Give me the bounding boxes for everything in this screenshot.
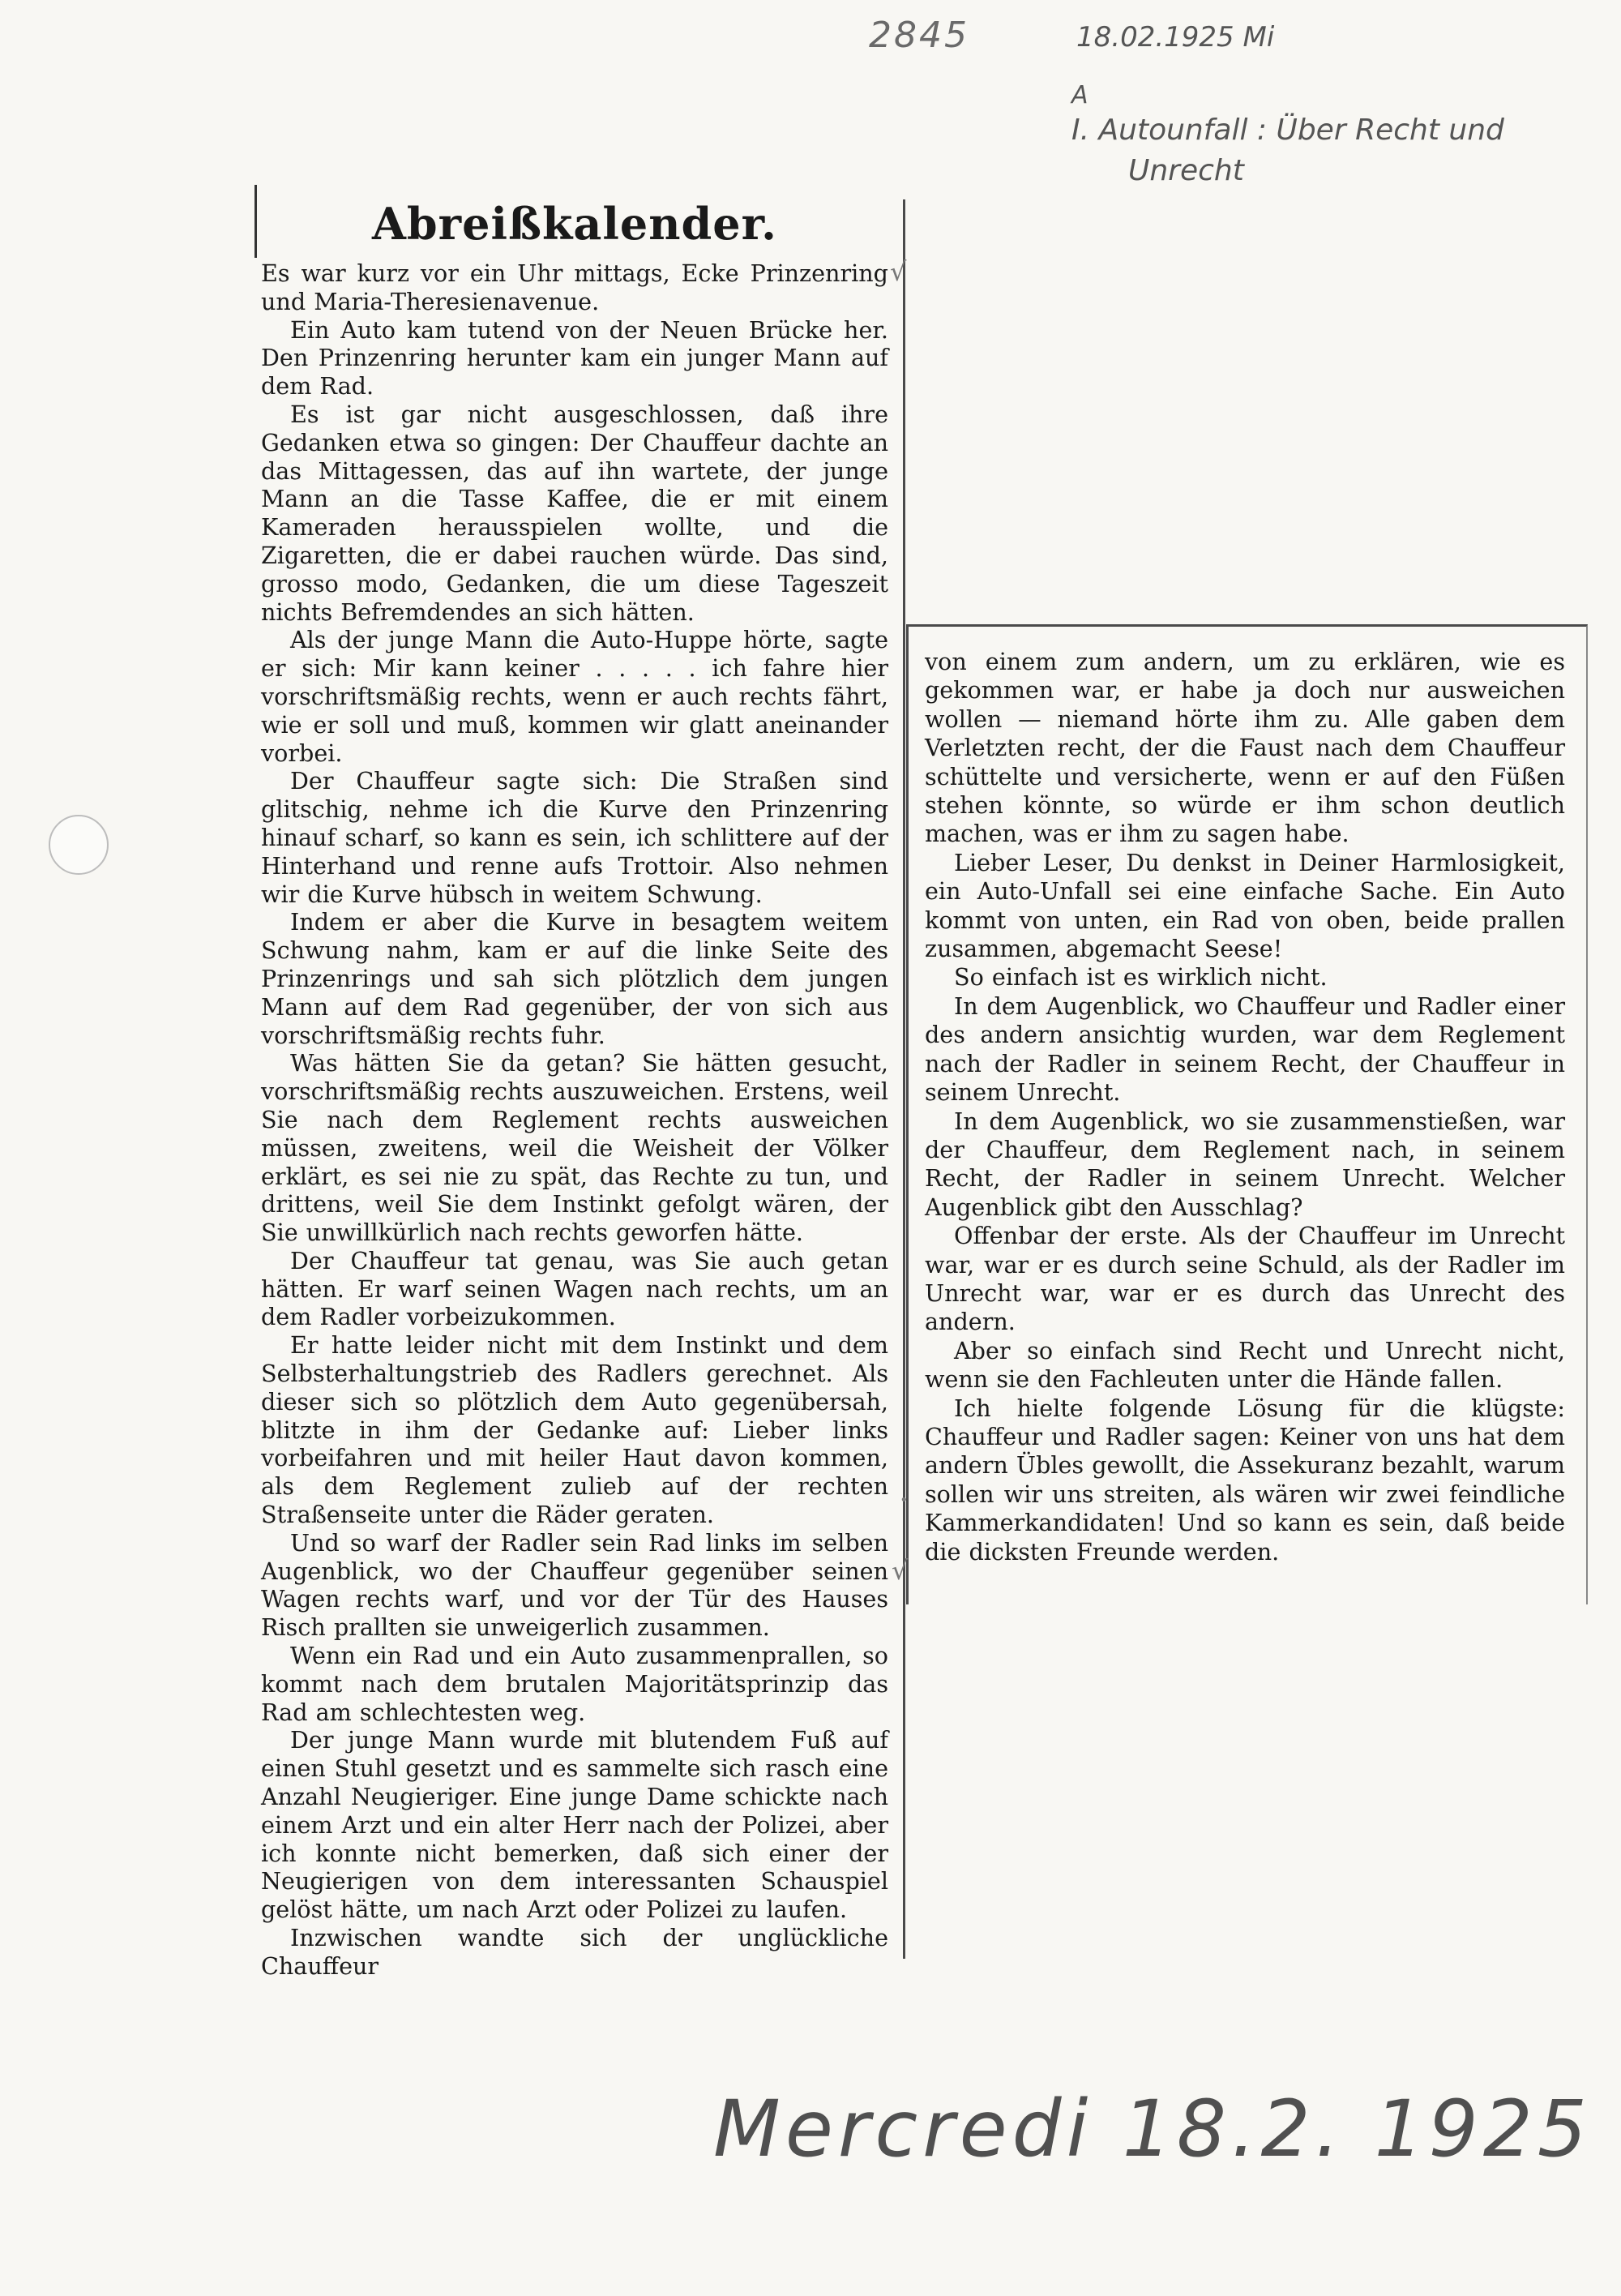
paragraph: Und so warf der Radler sein Rad links im selben Augenblick, wo der Chauffeur gegenüber seinen Wagen rechts warf, und vor der Tür des Hauses Risch prallten sie unweigerlich zusammen.	[261, 1528, 888, 1642]
paragraph: Es ist gar nicht ausgeschlossen, daß ihre Gedanken etwa so gingen: Der Chauffeur dachte an das Mittagessen, das auf ihn wartete, der junge Mann an die Tasse Kaffee, die er mit einem Kameraden herausspielen wollte, und die Zigaretten, die er dabei rauchen würde. Das sind, grosso modo, Gedanken, die um diese Tageszeit nichts Befremdendes an sich hätten.	[261, 400, 888, 626]
note-letter-handwritten: A	[1071, 81, 1089, 109]
article-clipping-left-column	[261, 198, 905, 1980]
paragraph: Ein Auto kam tutend von der Neuen Brücke her. Den Prinzenring herunter kam ein junger Mann auf dem Rad.	[261, 315, 888, 401]
paragraph: Der junge Mann wurde mit blutendem Fuß auf einen Stuhl gesetzt und es sammelte sich rasch eine Anzahl Neugieriger. Eine junge Dame schickte nach einem Arzt und ein alter Herr nach der Polizei, aber ich konnte nicht bemerken, daß sich einer der Neugierigen von dem interessanten Schauspiel gelöst hätte, um nach Arzt oder Polizei zu laufen.	[261, 1726, 888, 1924]
check-mark-icon: √	[892, 1555, 909, 1586]
article-clipping-right-column	[906, 624, 1588, 1604]
paragraph: von einem zum andern, um zu erklären, wie es gekommen war, er habe ja doch nur ausweichen wollen — niemand hörte ihm zu. Alle gaben dem Verletzten recht, der die Faust nach dem Chauffeur schüttelte und versicherte, wenn er auf den Füßen stehen könnte, so würde er ihm schon deutlich machen, was er ihm zu sagen habe.	[925, 648, 1565, 848]
paragraph: Als der junge Mann die Auto-Huppe hörte, sagte er sich: Mir kann keiner . . . . . ich fahre hier vorschriftsmäßig rechts, wenn er auch rechts fährt, wie er soll und muß, kommen wir glatt aneinander vorbei.	[261, 626, 888, 767]
paragraph: Aber so einfach sind Recht und Unrecht nicht, wenn sie den Fachleuten unter die Hände fallen.	[925, 1336, 1565, 1394]
archive-date-handwritten: 18.02.1925 Mi	[1076, 21, 1275, 54]
paragraph: Was hätten Sie da getan? Sie hätten gesucht, vorschriftsmäßig rechts auszuweichen. Erstens, weil Sie nach dem Reglement rechts ausweichen müssen, zweitens, weil die Weisheit der Völker erklärt, es sei nie zu spät, das Rechte zu tun, und drittens, weil Sie dem Instinkt gefolgt wären, der Sie unwillkürlich nach rechts geworfen hätte.	[261, 1049, 888, 1247]
paragraph: Der Chauffeur tat genau, was Sie auch getan hätten. Er warf seinen Wagen nach rechts, um an dem Radler vorbeizukommen.	[261, 1246, 888, 1331]
topic-note-line-2: Unrecht	[1128, 154, 1244, 187]
bottom-date-handwritten: Mercredi 18.2. 1925	[713, 2084, 1592, 2174]
paragraph: Lieber Leser, Du denkst in Deiner Harmlosigkeit, ein Auto-Unfall sei eine einfache Sache. Ein Auto kommt von unten, ein Rad von oben, beide prallen zusammen, abgemacht Seese!	[925, 848, 1565, 963]
check-mark-icon: √	[890, 256, 907, 287]
paragraph: Offenbar der erste. Als der Chauffeur im Unrecht war, war er es durch seine Schuld, als der Radler im Unrecht war, war er es durch das Unrecht des andern.	[925, 1222, 1565, 1336]
paragraph: Es war kurz vor ein Uhr mittags, Ecke Prinzenring und Maria-Theresienavenue.	[261, 259, 888, 315]
punch-hole	[49, 815, 109, 875]
paragraph: Der Chauffeur sagte sich: Die Straßen sind glitschig, nehme ich die Kurve den Prinzenring hinauf scharf, so kann es sein, ich schlittere auf der Hinterhand und renne aufs Trottoir. Also nehmen wir die Kurve hübsch in weitem Schwung.	[261, 767, 888, 908]
paragraph: In dem Augenblick, wo sie zusammenstießen, war der Chauffeur, dem Reglement nach, in seinem Recht, der Radler in seinem Unrecht. Welcher Augenblick gibt den Ausschlag?	[925, 1107, 1565, 1221]
paragraph: Inzwischen wandte sich der unglückliche Chauffeur	[261, 1924, 888, 1980]
paragraph: Wenn ein Rad und ein Auto zusammenprallen, so kommt nach dem brutalen Majoritätsprinzip das Rad am schlechtesten weg.	[261, 1642, 888, 1726]
topic-note-line-1: I. Autounfall : Über Recht und	[1071, 114, 1504, 147]
paragraph: Er hatte leider nicht mit dem Instinkt und dem Selbsterhaltungstrieb des Radlers gerechnet. Als dieser sich so plötzlich dem Auto gegenübersah, blitzte in ihm der Gedanke auf: Lieber links vorbeifahren und mit heiler Haut davon kommen, als dem Reglement zulieb auf der rechten Straßenseite unter die Räder geraten.	[261, 1331, 888, 1529]
article-title: Abreißkalender.	[372, 198, 777, 250]
paragraph: So einfach ist es wirklich nicht.	[954, 963, 1328, 992]
paragraph: Ich hielte folgende Lösung für die klügste: Chauffeur und Radler sagen: Keiner von uns hat dem andern Übles gewollt, die Assekuranz bezahlt, warum sollen wir uns streiten, als wären wir zwei feindliche Kammerkandidaten! Und so kann es sein, daß beide die dicksten Freunde werden.	[925, 1394, 1565, 1566]
paragraph: Indem er aber die Kurve in besagtem weitem Schwung nahm, kam er auf die linke Seite des Prinzenrings und sah sich plötzlich dem jungen Mann auf dem Rad gegenüber, der von sich aus vorschriftsmäßig rechts fuhr.	[261, 908, 888, 1049]
dot-icon: •	[900, 1492, 909, 1509]
paragraph: In dem Augenblick, wo Chauffeur und Radler einer des andern ansichtig wurden, war dem Reglement nach der Radler in seinem Recht, der Chauffeur in seinem Unrecht.	[925, 992, 1565, 1107]
archive-number-handwritten: 2845	[869, 15, 969, 56]
